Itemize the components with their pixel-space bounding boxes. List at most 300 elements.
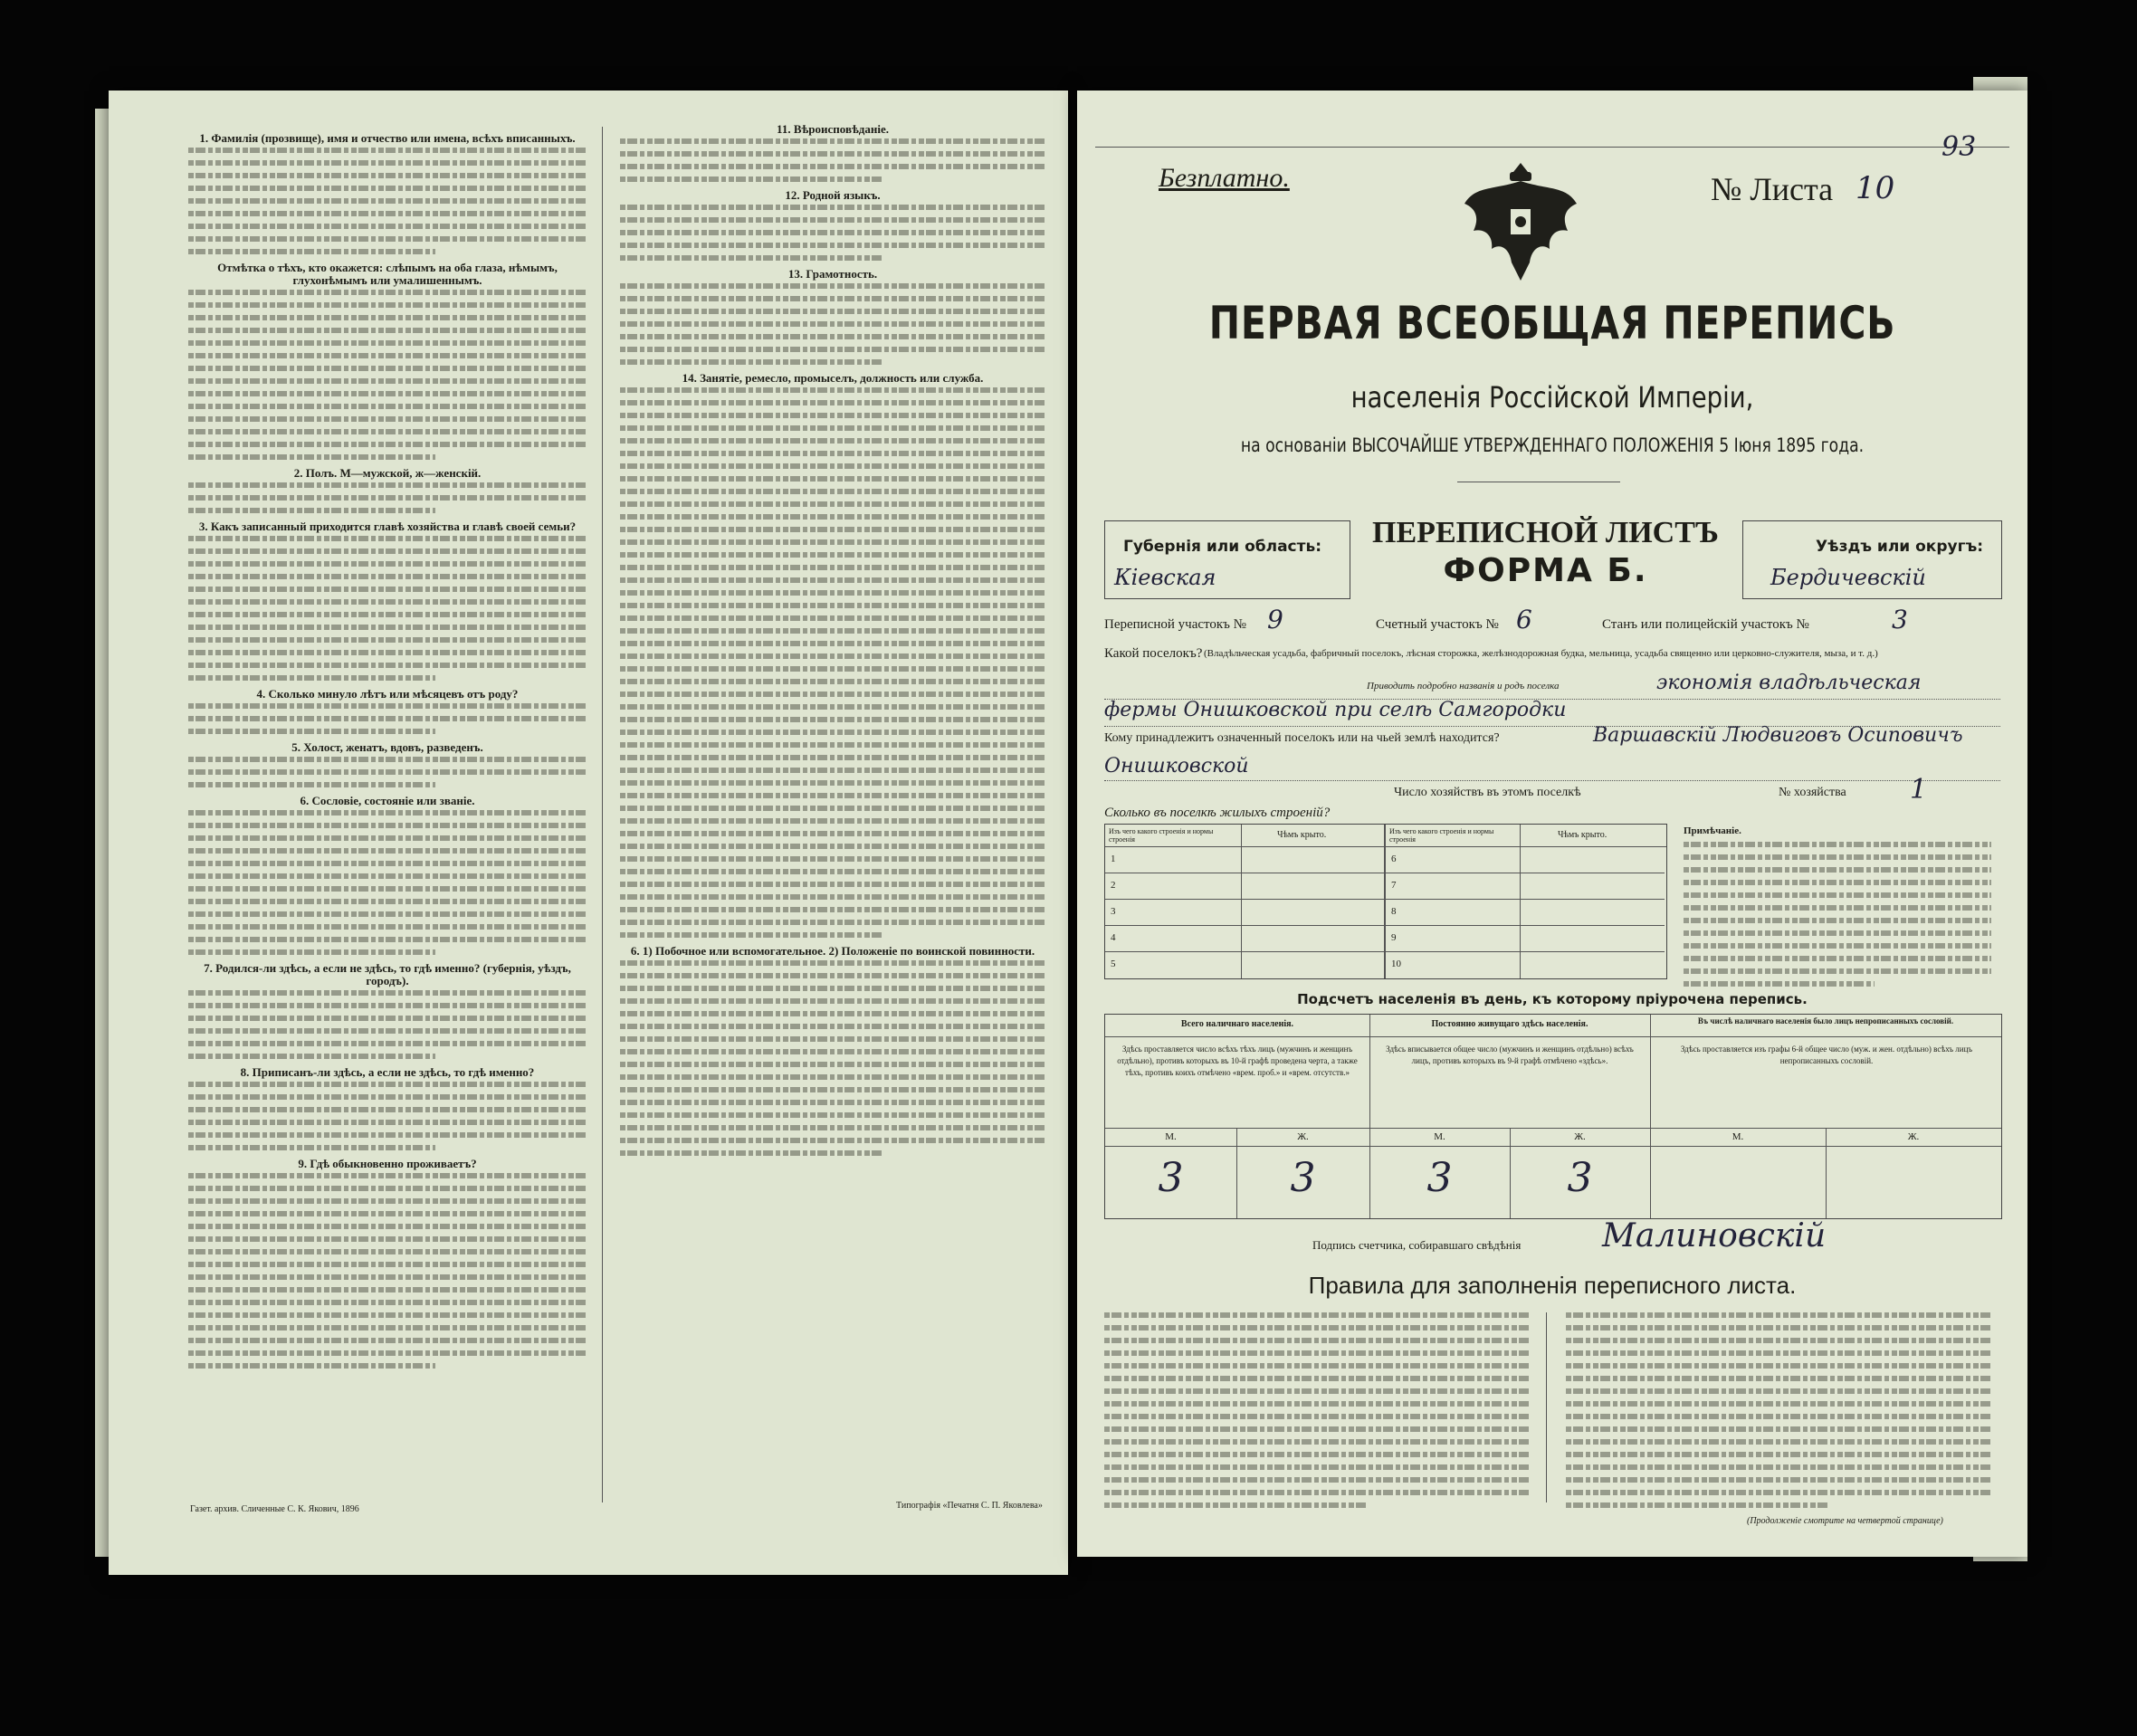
text-line — [188, 1082, 587, 1087]
text-line — [188, 637, 587, 643]
text-line — [620, 666, 1045, 672]
settlement-value-2: фермы Онишковской при селѣ Самгородки — [1104, 699, 1567, 721]
instruction-heading: 6. 1) Побочное или вспомогательное. 2) Положеніе по воинской повинности. — [630, 944, 1035, 958]
census-decree: на основаніи ВЫСОЧАЙШЕ УТВЕРЖДЕННАГО ПОЛОЖЕНІЯ 5 Іюня 1895 года. — [1240, 434, 1865, 456]
building-row-number: 3 — [1111, 906, 1116, 917]
table-row-rule — [1386, 951, 1665, 952]
text-line — [188, 236, 587, 242]
text-line — [188, 1224, 587, 1229]
instruction-body — [620, 138, 1045, 182]
instruction-body — [188, 703, 587, 734]
owner-value-1: Варшавскій Людвиговъ Осиповичъ — [1593, 724, 1963, 747]
building-row-number: 8 — [1391, 906, 1397, 917]
text-line — [188, 1300, 587, 1305]
text-line — [620, 1112, 1045, 1118]
text-line — [188, 1274, 587, 1280]
instruction-body — [188, 1082, 587, 1150]
settlement-note: Приводить подробно названія и родъ поселка — [1367, 681, 1560, 692]
text-line — [1566, 1426, 1991, 1432]
text-line — [188, 810, 587, 816]
dotted-line — [1104, 780, 2000, 781]
text-line — [620, 1011, 1045, 1016]
table-row-rule — [1105, 899, 1384, 900]
text-line — [620, 998, 1045, 1004]
text-line — [1104, 1363, 1530, 1369]
text-line — [620, 476, 1045, 482]
text-line — [188, 1028, 587, 1034]
count-col-title: Всего наличнаго населенія. — [1180, 1019, 1294, 1029]
text-line — [188, 508, 435, 513]
text-line — [188, 990, 587, 996]
text-line — [620, 894, 1045, 900]
page-corner-number: 93 — [1941, 131, 1977, 163]
text-line — [620, 309, 1045, 314]
text-line — [620, 1024, 1045, 1029]
text-line — [188, 1262, 587, 1267]
note-title: Примѣчаніе. — [1684, 825, 1741, 836]
male-column-label: М. — [1732, 1131, 1744, 1142]
text-line — [620, 138, 1045, 144]
census-title: ПЕРВАЯ ВСЕОБЩАЯ ПЕРЕПИСЬ — [1208, 297, 1896, 349]
text-line — [620, 856, 1045, 862]
instruction-body — [188, 482, 587, 513]
instructions-column-2 — [620, 118, 1045, 1493]
text-line — [1566, 1452, 1991, 1457]
text-line — [188, 703, 587, 709]
text-line — [1104, 1401, 1530, 1407]
instruction-body — [620, 387, 1045, 938]
text-line — [188, 886, 587, 892]
instruction-heading: 2. Полъ. М—мужской, ж—женскій. — [293, 466, 482, 480]
buildings-col-header: Изъ чего какого строенія и нормы строенія — [1109, 827, 1214, 844]
text-line — [1566, 1414, 1991, 1419]
text-line — [620, 489, 1045, 494]
text-line — [620, 321, 1045, 327]
text-line — [188, 1016, 587, 1021]
text-line — [1104, 1477, 1530, 1483]
text-line — [620, 552, 1045, 558]
text-line — [1104, 1414, 1530, 1419]
text-line — [620, 1150, 883, 1156]
text-line — [188, 663, 587, 668]
settlement-hint: (Владѣльческая усадьба, фабричный поселокъ, лѣсная сторожка, желѣзнодорожная будка, мельница, усадьба священно или церковно-служителя, мыза, и т. д.) — [1204, 648, 1878, 659]
text-line — [1566, 1325, 1991, 1331]
text-line — [620, 818, 1045, 824]
instruction-heading: 3. Какъ записанный приходится главѣ хозяйства и главѣ своей семьи? — [198, 520, 577, 533]
text-line — [188, 186, 587, 191]
text-line — [188, 290, 587, 295]
text-line — [1104, 1426, 1530, 1432]
text-line — [1566, 1439, 1991, 1445]
text-line — [620, 387, 1045, 393]
text-line — [188, 716, 587, 721]
text-line — [1566, 1502, 1829, 1508]
count-col-text: Здѣсь проставляется число всѣхъ тѣхъ лицъ (мужчинъ и женщинъ отдѣльно), противъ которыхъ въ 10-й графѣ проведена черта, а также тѣхъ, противъ коихъ отмѣчено «врем. проб.» и «врем. отсутств.» — [1117, 1044, 1358, 1077]
text-line — [1104, 1452, 1530, 1457]
text-line — [188, 442, 587, 447]
text-line — [620, 882, 1045, 887]
table-row-rule — [1386, 925, 1665, 926]
text-line — [188, 1249, 587, 1254]
text-line — [188, 873, 587, 879]
text-line — [188, 612, 587, 617]
instruction-heading: 13. Грамотность. — [787, 267, 878, 281]
text-line — [1566, 1363, 1991, 1369]
rules-text-left — [1104, 1312, 1530, 1515]
text-line — [188, 391, 587, 396]
top-rule — [1095, 147, 2009, 148]
count-col-text: Здѣсь вписывается общее число (мужчинъ и женщинъ отдѣльно) всѣхъ лицъ, противъ которыхъ въ 9-й графѣ отмѣчено «здѣсь». — [1386, 1044, 1634, 1065]
text-line — [188, 625, 587, 630]
text-line — [188, 574, 587, 579]
text-line — [620, 230, 1045, 235]
text-line — [620, 1074, 1045, 1080]
text-line — [1684, 956, 1991, 961]
text-line — [620, 334, 1045, 339]
instruction-heading: 5. Холост, женатъ, вдовъ, разведенъ. — [291, 740, 483, 754]
text-line — [188, 1211, 587, 1216]
text-line — [1684, 854, 1991, 860]
text-line — [620, 628, 1045, 634]
text-line — [188, 1325, 587, 1331]
text-line — [188, 536, 587, 541]
text-line — [188, 224, 587, 229]
text-line — [620, 514, 1045, 520]
text-line — [1566, 1376, 1991, 1381]
text-line — [188, 1287, 587, 1292]
text-line — [188, 378, 587, 384]
text-line — [1566, 1312, 1991, 1318]
instruction-heading: 9. Гдѣ обыкновенно проживаетъ? — [298, 1157, 477, 1170]
text-line — [620, 603, 1045, 608]
count-col-title: Въ числѣ наличнаго населенія было лицъ непрописанныхъ сословій. — [1697, 1016, 1954, 1025]
text-line — [620, 1036, 1045, 1042]
text-line — [620, 413, 1045, 418]
building-row-number: 9 — [1391, 932, 1397, 943]
text-line — [1104, 1439, 1530, 1445]
text-line — [620, 717, 1045, 722]
counting-district-label: Счетный участокъ № — [1376, 617, 1499, 632]
text-line — [620, 590, 1045, 596]
instruction-body — [620, 283, 1045, 365]
text-line — [1684, 892, 1991, 898]
text-line — [188, 1186, 587, 1191]
settlement-value-1: экономія владѣльческая — [1656, 672, 1922, 694]
owner-label: Кому принадлежитъ означенный поселокъ или на чьей землѣ находится? — [1104, 731, 1500, 745]
population-count-value: 3 — [1290, 1155, 1316, 1201]
instruction-heading: Отмѣтка о тѣхъ, кто окажется: слѣпымъ на оба глаза, нѣмымъ, глухонѣмымъ или умалишеннымъ. — [217, 261, 558, 287]
building-row-number: 2 — [1111, 880, 1116, 891]
buildings-col-header: Изъ чего какого строенія и нормы строенія — [1389, 827, 1494, 844]
text-line — [188, 729, 435, 734]
text-line — [620, 1087, 1045, 1092]
text-line — [620, 780, 1045, 786]
text-line — [188, 949, 435, 955]
text-line — [620, 577, 1045, 583]
text-line — [188, 1094, 587, 1100]
instruction-heading: 1. Фамилія (прозвище), имя и отчество или имена, всѣхъ вписанныхъ. — [199, 131, 576, 145]
text-line — [188, 249, 435, 254]
text-line — [1684, 918, 1991, 923]
text-line — [188, 148, 587, 153]
households-label: Число хозяйствъ въ этомъ поселкѣ — [1394, 786, 1581, 799]
text-line — [188, 211, 587, 216]
text-line — [620, 793, 1045, 798]
instruction-heading: 11. Вѣроисповѣданіе. — [777, 122, 889, 136]
table-row-rule — [1105, 951, 1384, 952]
instruction-heading: 6. Сословіе, состояніе или званіе. — [300, 794, 475, 807]
male-column-label: М. — [1434, 1131, 1445, 1142]
building-row-number: 5 — [1111, 959, 1116, 969]
text-line — [188, 160, 587, 166]
population-count-value: 3 — [1158, 1155, 1184, 1201]
building-row-number: 7 — [1391, 880, 1397, 891]
text-line — [188, 302, 587, 308]
text-line — [1104, 1350, 1530, 1356]
text-line — [620, 400, 1045, 405]
text-line — [188, 561, 587, 567]
buildings-label: Сколько въ поселкѣ жилыхъ строеній? — [1104, 806, 1331, 820]
text-line — [188, 782, 435, 787]
table-row-rule — [1105, 925, 1384, 926]
text-line — [620, 164, 1045, 169]
text-line — [1566, 1388, 1991, 1394]
text-line — [620, 907, 1045, 912]
province-value: Кіевская — [1114, 565, 1216, 590]
census-form-page — [1077, 91, 2027, 1557]
text-line — [188, 823, 587, 828]
text-line — [1566, 1338, 1991, 1343]
text-line — [620, 831, 1045, 836]
sheet-title: ПЕРЕПИСНОЙ ЛИСТЪ — [1372, 516, 1719, 549]
column-divider — [602, 127, 603, 1502]
text-line — [188, 1132, 587, 1138]
rules-title: Правила для заполненія переписного листа. — [1308, 1272, 1797, 1299]
population-count-value: 3 — [1426, 1155, 1453, 1201]
building-row-number: 6 — [1391, 854, 1397, 864]
text-line — [1104, 1490, 1530, 1495]
instruction-heading: 4. Сколько минуло лѣтъ или мѣсяцевъ отъ роду? — [256, 687, 519, 701]
text-line — [188, 454, 435, 460]
text-line — [188, 1363, 435, 1369]
text-line — [188, 482, 587, 488]
text-line — [620, 1049, 1045, 1054]
settlement-label: Какой поселокъ? — [1104, 646, 1203, 661]
text-line — [620, 359, 883, 365]
text-line — [188, 495, 587, 501]
text-line — [620, 565, 1045, 570]
text-line — [188, 328, 587, 333]
text-line — [620, 653, 1045, 659]
text-line — [620, 806, 1045, 811]
text-line — [1684, 943, 1991, 949]
female-column-label: Ж. — [1907, 1131, 1920, 1142]
text-line — [1104, 1388, 1530, 1394]
instruction-body — [188, 990, 587, 1059]
buildings-col-header: Чѣмъ крыто. — [1277, 830, 1327, 840]
text-line — [1104, 1464, 1530, 1470]
text-line — [1104, 1338, 1530, 1343]
instruction-body — [188, 148, 587, 254]
instruction-heading: 7. Родился-ли здѣсь, а если не здѣсь, то гдѣ именно? (губернія, уѣздъ, городъ). — [204, 961, 571, 987]
building-row-number: 4 — [1111, 932, 1116, 943]
text-line — [1684, 842, 1991, 847]
owner-value-2: Онишковской — [1104, 755, 1249, 777]
note-text — [1684, 842, 1991, 994]
text-line — [620, 438, 1045, 444]
text-line — [620, 1125, 1045, 1130]
instruction-body — [188, 1173, 587, 1369]
text-line — [620, 1100, 1045, 1105]
text-line — [188, 1107, 587, 1112]
police-district-label: Станъ или полицейскій участокъ № — [1602, 617, 1809, 632]
text-line — [620, 217, 1045, 223]
population-count-value: 3 — [1567, 1155, 1593, 1201]
text-line — [620, 176, 883, 182]
population-count-table — [1104, 1014, 2002, 1219]
text-line — [188, 353, 587, 358]
rules-divider — [1546, 1312, 1547, 1502]
female-column-label: Ж. — [1297, 1131, 1309, 1142]
text-line — [1566, 1350, 1991, 1356]
instruction-body — [620, 960, 1045, 1156]
text-line — [188, 1338, 587, 1343]
text-line — [620, 425, 1045, 431]
text-line — [620, 932, 883, 938]
text-line — [620, 920, 1045, 925]
text-line — [1566, 1401, 1991, 1407]
sheet-number-value: 10 — [1856, 170, 1895, 206]
text-line — [620, 742, 1045, 748]
text-line — [620, 615, 1045, 621]
text-line — [620, 641, 1045, 646]
instruction-body — [188, 290, 587, 460]
text-line — [620, 869, 1045, 874]
text-line — [188, 1198, 587, 1204]
text-line — [188, 937, 587, 942]
text-line — [620, 704, 1045, 710]
census-district-value: 9 — [1267, 605, 1283, 634]
text-line — [1104, 1376, 1530, 1381]
buildings-table — [1104, 824, 1667, 979]
text-line — [620, 1062, 1045, 1067]
text-line — [620, 986, 1045, 991]
instruction-body — [620, 205, 1045, 261]
counting-district-value: 6 — [1516, 605, 1532, 634]
text-line — [188, 1173, 587, 1178]
count-col-title: Постоянно живущаго здѣсь населенія. — [1431, 1019, 1588, 1029]
text-line — [188, 548, 587, 554]
text-line — [1104, 1312, 1530, 1318]
text-line — [620, 973, 1045, 978]
district-value: Бердичевскій — [1770, 565, 1926, 590]
text-line — [188, 1350, 587, 1356]
text-line — [188, 315, 587, 320]
text-line — [188, 198, 587, 204]
instruction-body — [188, 536, 587, 681]
text-line — [1684, 930, 1991, 936]
printer-footer-left: Газет. архив. Сличенные С. К. Якович, 1896 — [190, 1504, 359, 1514]
signature-label: Подпись счетчика, собиравшаго свѣдѣнія — [1312, 1238, 1522, 1252]
text-line — [1684, 880, 1991, 885]
text-line — [620, 960, 1045, 966]
instruction-heading: 14. Занятіе, ремесло, промыселъ, должность или служба. — [682, 371, 984, 385]
text-line — [620, 243, 1045, 248]
text-line — [188, 650, 587, 655]
text-line — [188, 1003, 587, 1008]
text-line — [620, 730, 1045, 735]
text-line — [620, 463, 1045, 469]
text-line — [1684, 981, 1875, 987]
building-row-number: 10 — [1391, 959, 1401, 969]
text-line — [620, 205, 1045, 210]
text-line — [1566, 1490, 1991, 1495]
text-line — [1684, 867, 1991, 873]
text-line — [188, 1236, 587, 1242]
text-line — [620, 755, 1045, 760]
text-line — [188, 924, 587, 930]
sheet-number-label: № Листа — [1711, 171, 1834, 207]
text-line — [188, 757, 587, 762]
left-page-instructions — [109, 91, 1068, 1575]
signature-value: Малиновскій — [1602, 1217, 1827, 1254]
province-box — [1104, 520, 1350, 599]
free-label: Безплатно. — [1159, 163, 1290, 193]
instruction-body — [188, 757, 587, 787]
text-line — [620, 539, 1045, 545]
population-count-title: Подсчетъ населенія въ день, къ которому пріурочена перепись. — [1297, 991, 1808, 1007]
text-line — [188, 599, 587, 605]
text-line — [620, 347, 1045, 352]
imperial-eagle-icon — [1457, 154, 1584, 290]
instructions-column-1 — [188, 127, 587, 1502]
instruction-body — [188, 810, 587, 955]
text-line — [188, 1312, 587, 1318]
building-row-number: 1 — [1111, 854, 1116, 864]
text-line — [1566, 1477, 1991, 1483]
text-line — [188, 340, 587, 346]
text-line — [188, 587, 587, 592]
text-line — [620, 1138, 1045, 1143]
text-line — [620, 255, 883, 261]
census-district-label: Переписной участокъ № — [1104, 617, 1246, 632]
text-line — [188, 429, 587, 434]
text-line — [620, 692, 1045, 697]
household-no-value: 1 — [1910, 774, 1928, 806]
text-line — [1104, 1325, 1530, 1331]
text-line — [188, 899, 587, 904]
text-line — [1684, 905, 1991, 911]
province-label: Губернія или область: — [1123, 538, 1322, 556]
printer-footer-right: Типографія «Печатня С. П. Яковлева» — [896, 1501, 1043, 1511]
text-line — [620, 296, 1045, 301]
text-line — [188, 1145, 435, 1150]
text-line — [1566, 1464, 1991, 1470]
text-line — [620, 768, 1045, 773]
buildings-col-header: Чѣмъ крыто. — [1558, 830, 1608, 840]
text-line — [620, 527, 1045, 532]
rules-text-right — [1566, 1312, 1991, 1515]
district-label: Уѣздъ или округъ: — [1816, 538, 1984, 556]
text-line — [188, 366, 587, 371]
count-col-text: Здѣсь проставляется изъ графы 6-й общее число (муж. и жен. отдѣльно) всѣхъ лицъ непрописанныхъ сословій. — [1680, 1044, 1973, 1065]
text-line — [188, 835, 587, 841]
text-line — [188, 1054, 435, 1059]
text-line — [188, 769, 587, 775]
male-column-label: М. — [1165, 1131, 1177, 1142]
instruction-heading: 12. Родной языкъ. — [785, 188, 881, 202]
text-line — [188, 861, 587, 866]
